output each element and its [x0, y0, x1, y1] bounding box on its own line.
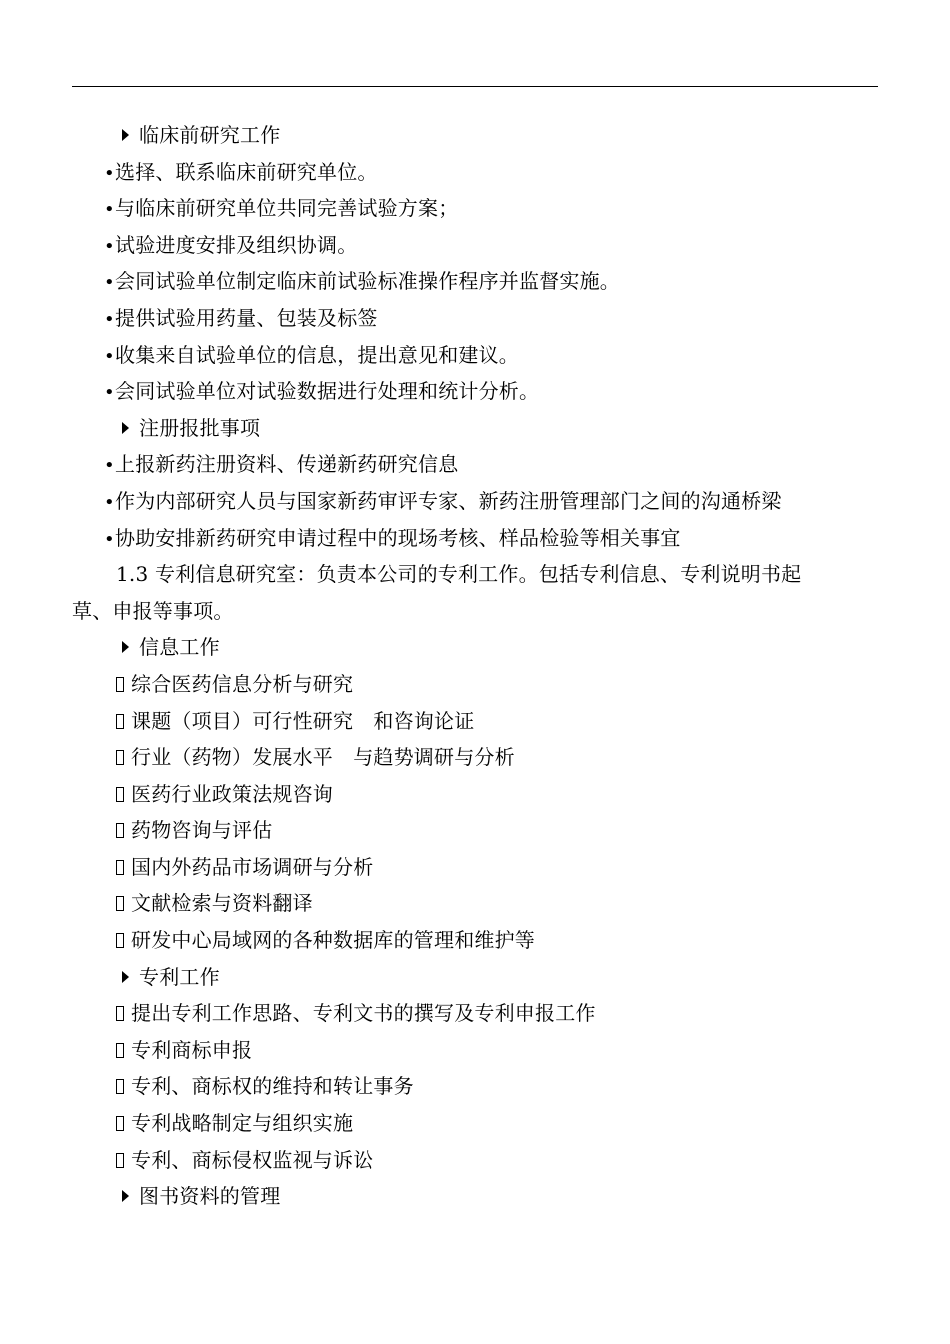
box-item-text: 专利、商标权的维持和转让事务: [131, 1074, 414, 1099]
dot-bullet-icon: •: [104, 528, 115, 550]
box-item-text: 国内外药品市场调研与分析: [131, 854, 374, 879]
box-item-text: 专利、商标侵权监视与诉讼: [131, 1147, 374, 1172]
bullet-item-text: 协助安排新药研究申请过程中的现场考核、样品检验等相关事宜: [115, 525, 681, 550]
box-item: [72, 776, 878, 813]
box-bullet-icon: [116, 1079, 124, 1094]
bullet-item-text: 提供试验用药量、包装及标签: [115, 305, 378, 330]
paragraph-line-1: 1.3 专利信息研究室：负责本公司的专利工作。包括专利信息、专利说明书起: [116, 562, 802, 587]
header-rule: [72, 86, 878, 87]
box-item: [72, 812, 878, 849]
box-item-text: 医药行业政策法规咨询: [131, 781, 333, 806]
section-heading: [72, 1178, 878, 1215]
box-item: [72, 1142, 878, 1179]
box-item-text: 研发中心局域网的各种数据库的管理和维护等: [131, 928, 535, 953]
bullet-item-text: 试验进度安排及组织协调。: [115, 232, 358, 257]
bullet-item: [72, 263, 878, 300]
section-heading: [72, 959, 878, 996]
bullet-item-text: 与临床前研究单位共同完善试验方案；: [115, 196, 459, 221]
box-item-text: 提出专利工作思路、专利文书的撰写及专利申报工作: [131, 1001, 596, 1026]
bullet-item: [72, 373, 878, 410]
dot-bullet-icon: •: [104, 345, 115, 367]
bullet-item: [72, 190, 878, 227]
box-bullet-icon: [116, 1043, 124, 1058]
box-bullet-icon: [116, 677, 124, 692]
bullet-item: [72, 337, 878, 374]
box-bullet-icon: [116, 714, 124, 729]
box-item: [72, 995, 878, 1032]
box-item: [72, 1068, 878, 1105]
box-bullet-icon: [116, 750, 124, 765]
box-bullet-icon: [116, 896, 124, 911]
box-item: [72, 666, 878, 703]
box-item-text: 行业（药物）发展水平 与趋势调研与分析: [131, 745, 515, 770]
box-item-text: 专利商标申报: [131, 1037, 253, 1062]
bullet-item-text: 上报新药注册资料、传递新药研究信息: [115, 452, 459, 477]
box-bullet-icon: [116, 1153, 124, 1168]
dot-bullet-icon: •: [104, 199, 115, 221]
section-heading-text: 图书资料的管理: [139, 1184, 281, 1209]
triangle-bullet-icon: [122, 641, 129, 653]
dot-bullet-icon: •: [104, 162, 115, 184]
bullet-item: [72, 227, 878, 264]
box-item-text: 综合医药信息分析与研究: [131, 671, 354, 696]
dot-bullet-icon: •: [104, 272, 115, 294]
triangle-bullet-icon: [122, 971, 129, 983]
section-heading: [72, 117, 878, 154]
box-item: [72, 703, 878, 740]
triangle-bullet-icon: [122, 129, 129, 141]
paragraph-line-2: 草、申报等事项。: [72, 598, 234, 623]
box-item-text: 文献检索与资料翻译: [131, 891, 313, 916]
box-bullet-icon: [116, 933, 124, 948]
dot-bullet-icon: •: [104, 382, 115, 404]
section-heading: [72, 629, 878, 666]
box-bullet-icon: [116, 787, 124, 802]
bullet-item-text: 会同试验单位对试验数据进行处理和统计分析。: [115, 379, 540, 404]
box-item: [72, 739, 878, 776]
triangle-bullet-icon: [122, 1190, 129, 1202]
section-heading-text: 专利工作: [139, 964, 220, 989]
bullet-item: [72, 446, 878, 483]
section-heading: [72, 410, 878, 447]
box-bullet-icon: [116, 860, 124, 875]
bullet-item-text: 选择、联系临床前研究单位。: [115, 159, 378, 184]
box-item: [72, 849, 878, 886]
box-bullet-icon: [116, 1006, 124, 1021]
dot-bullet-icon: •: [104, 455, 115, 477]
bullet-item-text: 收集来自试验单位的信息，提出意见和建议。: [115, 342, 519, 367]
bullet-item: [72, 300, 878, 337]
dot-bullet-icon: •: [104, 235, 115, 257]
box-item: [72, 922, 878, 959]
box-item: [72, 1105, 878, 1142]
box-item-text: 课题（项目）可行性研究 和咨询论证: [131, 708, 475, 733]
section-heading-text: 信息工作: [139, 635, 220, 660]
section-heading-text: 注册报批事项: [139, 415, 261, 440]
document-body: [72, 117, 878, 1215]
triangle-bullet-icon: [122, 422, 129, 434]
box-item-text: 专利战略制定与组织实施: [131, 1111, 354, 1136]
bullet-item: [72, 483, 878, 520]
bullet-item-text: 会同试验单位制定临床前试验标准操作程序并监督实施。: [115, 269, 620, 294]
box-bullet-icon: [116, 1116, 124, 1131]
box-item: [72, 885, 878, 922]
dot-bullet-icon: •: [104, 491, 115, 513]
bullet-item: [72, 154, 878, 191]
box-bullet-icon: [116, 823, 124, 838]
section-heading-text: 临床前研究工作: [139, 123, 281, 147]
bullet-item: [72, 520, 878, 557]
box-item-text: 药物咨询与评估: [131, 818, 273, 843]
dot-bullet-icon: •: [104, 308, 115, 330]
bullet-item-text: 作为内部研究人员与国家新药审评专家、新药注册管理部门之间的沟通桥梁: [115, 488, 782, 513]
box-item: [72, 1032, 878, 1069]
